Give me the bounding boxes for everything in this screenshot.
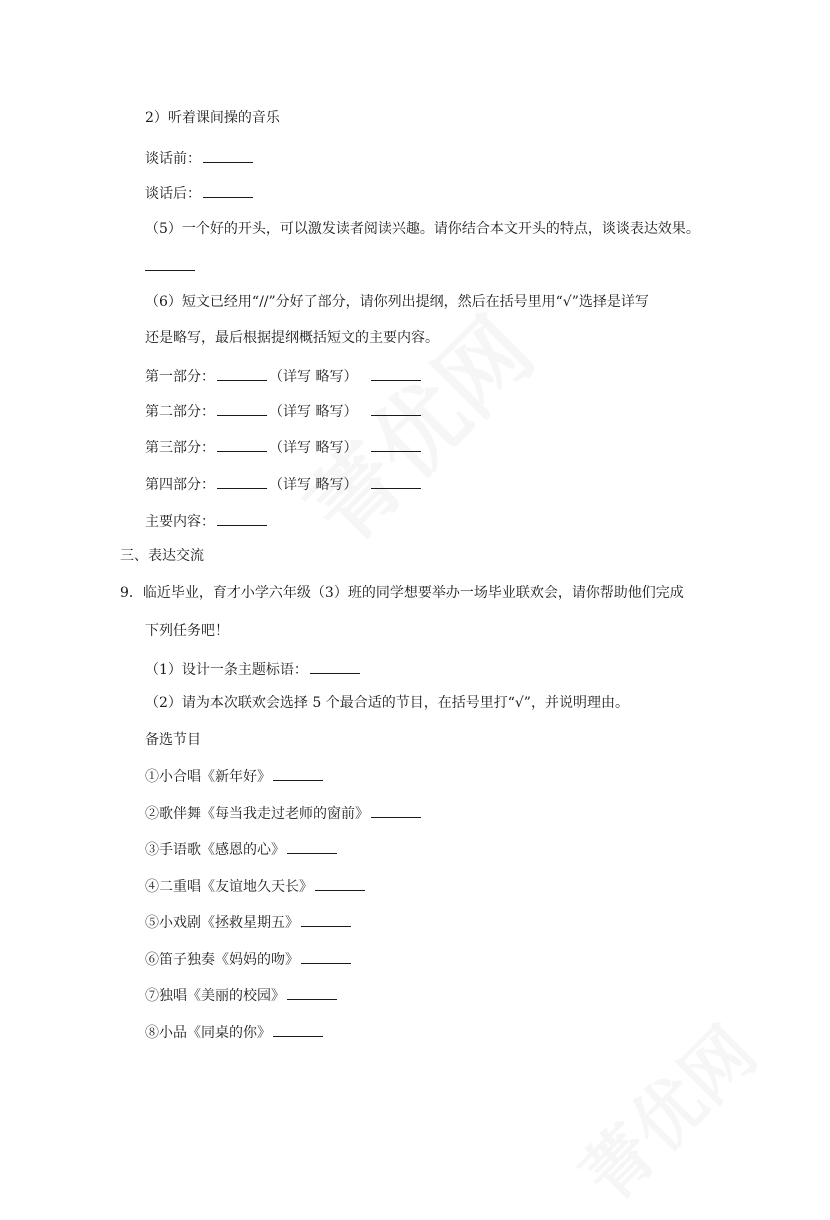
program-item	[145, 912, 353, 933]
program-item	[145, 1022, 325, 1043]
outline-blank[interactable]	[217, 437, 267, 452]
program-item	[145, 876, 367, 897]
outline-label: 第二部分：	[145, 404, 215, 420]
item-text: （5）一个好的开头，可以激发读者阅读兴趣。请你结合本文开头的特点，谈谈表达效果。	[145, 221, 700, 237]
section-title: 三、表达交流	[120, 548, 204, 564]
program-blank[interactable]	[287, 839, 337, 854]
program-blank[interactable]	[301, 912, 351, 927]
section-heading	[120, 546, 204, 566]
item-text: （1）设计一条主题标语：	[145, 662, 308, 678]
question-item	[145, 621, 229, 641]
outline-row	[145, 474, 423, 495]
item-text: （6）短文已经用“//”分好了部分，请你列出提纲，然后在括号里用“√”选择是详写	[145, 294, 649, 310]
program-blank[interactable]	[273, 766, 323, 781]
answer-blank[interactable]	[203, 148, 253, 163]
item-text: （2）请为本次联欢会选择 5 个最合适的节目，在括号里打“√”，并说明理由。	[145, 695, 629, 711]
outline-blank[interactable]	[371, 437, 421, 452]
program-blank[interactable]	[273, 1022, 323, 1037]
program-name: ④二重唱《友谊地久天长》	[145, 879, 313, 895]
outline-blank[interactable]	[217, 511, 267, 526]
answer-line	[145, 256, 197, 277]
outline-blank[interactable]	[371, 366, 421, 381]
outline-choice: （详写 略写）	[269, 404, 358, 420]
program-name: ⑧小品《同桌的你》	[145, 1025, 271, 1041]
outline-row	[145, 511, 269, 532]
outline-blank[interactable]	[371, 401, 421, 416]
question-item	[145, 292, 649, 312]
program-item	[145, 803, 423, 824]
program-name: ⑤小戏剧《拯救星期五》	[145, 915, 299, 931]
question-item	[145, 108, 280, 128]
program-item	[145, 839, 339, 860]
outline-label: 第三部分：	[145, 440, 215, 456]
outline-label: 主要内容：	[145, 514, 215, 530]
program-name: ⑦独唱《美丽的校园》	[145, 988, 285, 1004]
outline-blank[interactable]	[371, 474, 421, 489]
question-item	[145, 219, 700, 239]
outline-label: 第一部分：	[145, 369, 215, 385]
question-item	[145, 328, 439, 348]
outline-label: 第四部分：	[145, 477, 215, 493]
answer-line	[145, 148, 255, 169]
program-blank[interactable]	[287, 985, 337, 1000]
program-item	[145, 949, 353, 970]
outline-choice: （详写 略写）	[269, 440, 358, 456]
program-blank[interactable]	[371, 803, 421, 818]
outline-blank[interactable]	[217, 474, 267, 489]
program-item	[145, 766, 325, 787]
item-text: 2）听着课间操的音乐	[145, 110, 280, 126]
program-list-title	[145, 730, 201, 750]
program-blank[interactable]	[315, 876, 365, 891]
answer-blank[interactable]	[145, 256, 195, 271]
program-name: ①小合唱《新年好》	[145, 769, 271, 785]
question-item	[145, 659, 362, 680]
watermark-logo	[555, 1001, 775, 1220]
program-name: ③手语歌《感恩的心》	[145, 842, 285, 858]
program-item	[145, 985, 339, 1006]
answer-blank[interactable]	[310, 659, 360, 674]
item-text: 9．临近毕业，育才小学六年级（3）班的同学想要举办一场毕业联欢会，请你帮助他们完成	[120, 585, 684, 601]
outline-row	[145, 401, 423, 422]
outline-blank[interactable]	[217, 401, 267, 416]
watermark-logo	[274, 284, 557, 567]
answer-label: 谈话后：	[145, 186, 201, 202]
item-text: 下列任务吧！	[145, 623, 229, 639]
answer-line	[145, 183, 255, 204]
outline-blank[interactable]	[217, 366, 267, 381]
item-text: 还是略写，最后根据提纲概括短文的主要内容。	[145, 330, 439, 346]
outline-row	[145, 366, 423, 387]
question-item	[145, 693, 629, 713]
program-name: ⑥笛子独奏《妈妈的吻》	[145, 952, 299, 968]
answer-label: 谈话前：	[145, 151, 201, 167]
program-blank[interactable]	[301, 949, 351, 964]
item-text: 备选节目	[145, 732, 201, 748]
outline-choice: （详写 略写）	[269, 369, 358, 385]
program-name: ②歌伴舞《每当我走过老师的窗前》	[145, 806, 369, 822]
answer-blank[interactable]	[203, 183, 253, 198]
question-item	[120, 583, 684, 603]
outline-row	[145, 437, 423, 458]
outline-choice: （详写 略写）	[269, 477, 358, 493]
